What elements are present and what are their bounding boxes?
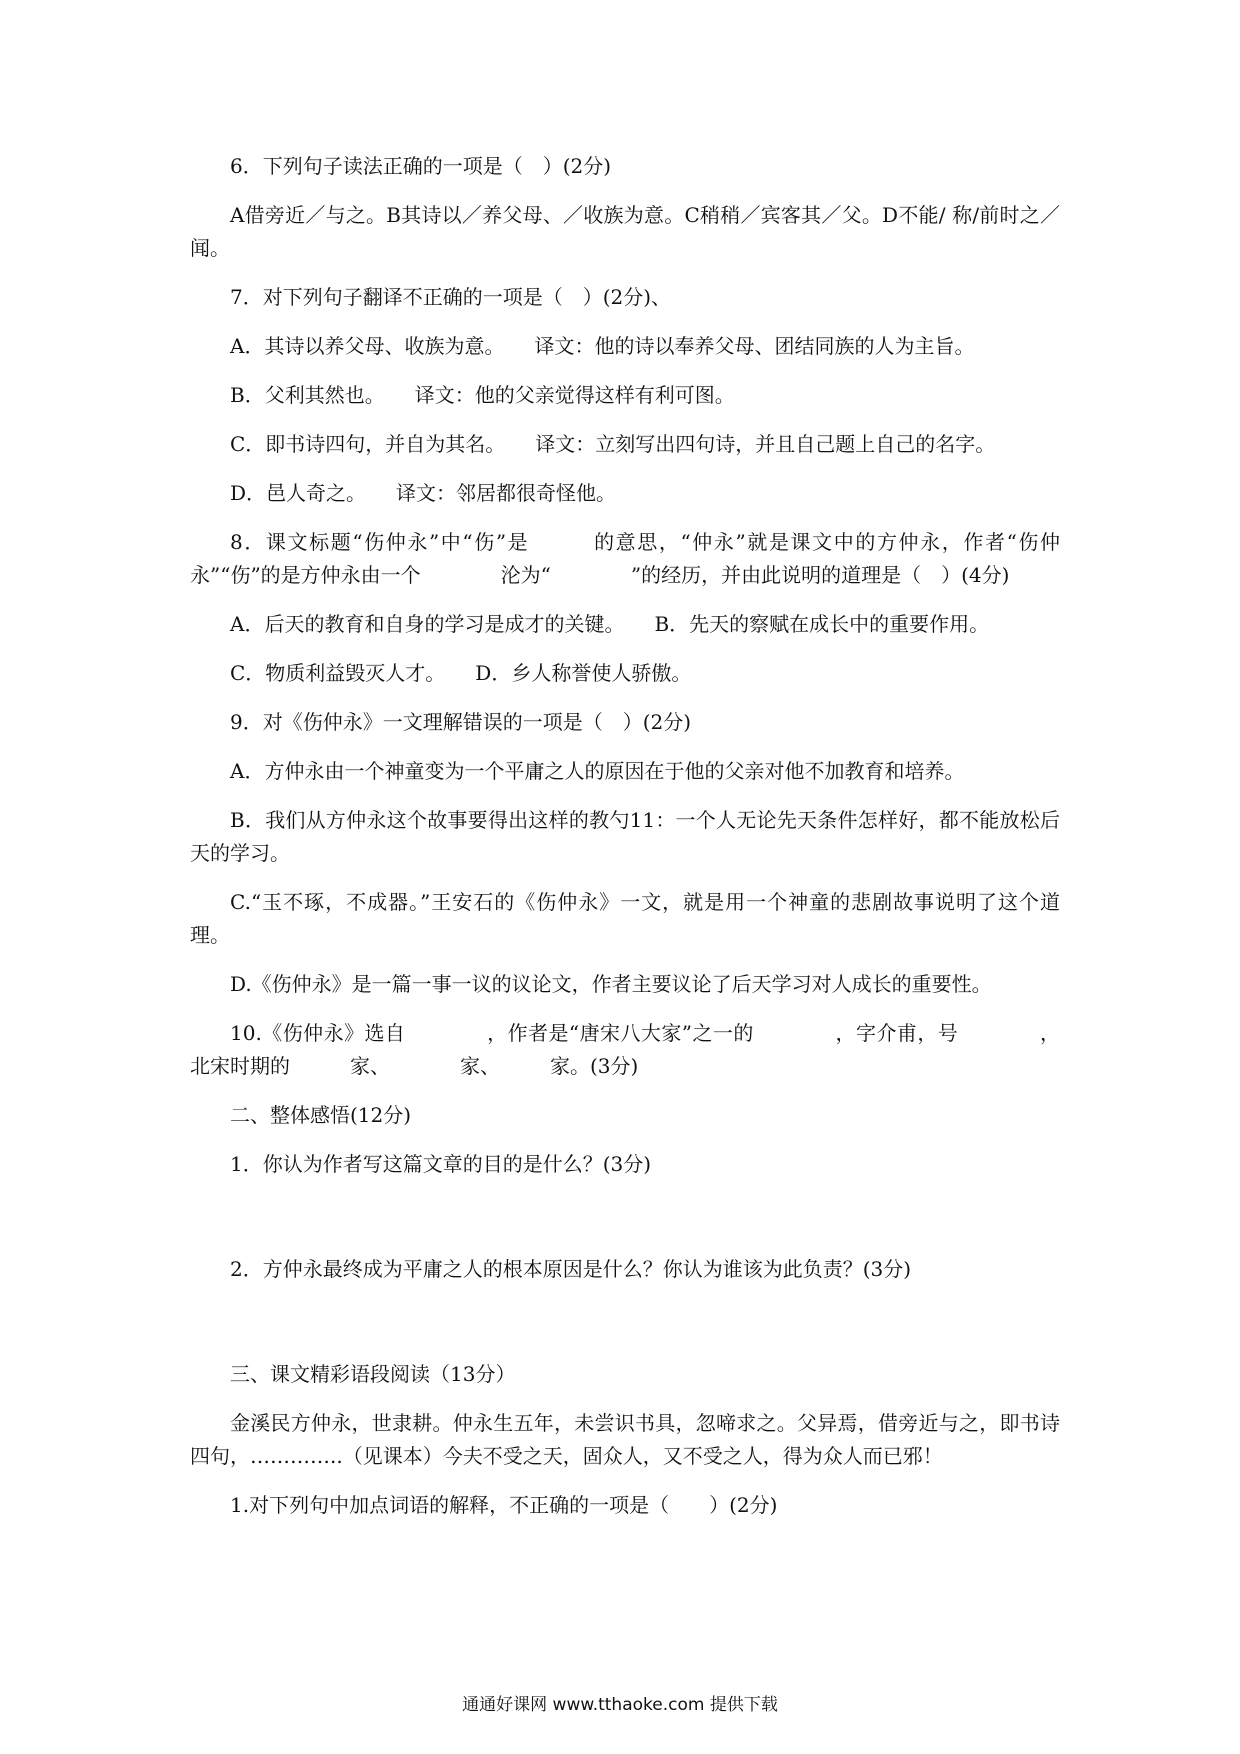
question-7-option-b: B．父利其然也。 译文：他的父亲觉得这样有利可图。	[230, 383, 735, 407]
question-9-option-b: B．我们从方仲永这个故事要得出这样的教勺11：一个人无论先天条件怎样好，都不能放松后天的学习。	[190, 808, 1060, 865]
section-3-question-1: 1.对下列句中加点词语的解释，不正确的一项是（ ）(2分)	[230, 1493, 778, 1517]
question-9-option-c: C.“玉不琢，不成器。”王安石的《伤仲永》一文，就是用一个神童的悲剧故事说明了这个道理。	[190, 890, 1060, 947]
question-7: 7．对下列句子翻译不正确的一项是（ ）(2分)、	[230, 285, 672, 309]
section-3-passage: 金溪民方仲永，世隶耕。仲永生五年，未尝识书具，忽啼求之。父异焉，借旁近与之，即书诗四句，…………..（见课本）今夫不受之天，固众人，又不受之人，得为众人而已邪！	[190, 1411, 1060, 1468]
question-7-option-a: A．其诗以养父母、收族为意。 译文：他的诗以奉养父母、团结同族的人为主旨。	[230, 334, 975, 358]
document-body	[190, 150, 1060, 1538]
section-2-question-1: 1．你认为作者写这篇文章的目的是什么？(3分)	[230, 1152, 652, 1176]
page-footer: 通通好课网 www.tthaoke.com 提供下载	[462, 1695, 778, 1715]
question-8: 8．课文标题“伤仲永”中“伤”是 的意思，“仲永”就是课文中的方仲永，作者“伤仲永”“伤”的是方仲永由一个 沦为“ ”的经历，并由此说明的道理是（ ）(4分)	[190, 530, 1060, 587]
question-9-option-d: D.《伤仲永》是一篇一事一议的议论文，作者主要议论了后天学习对人成长的重要性。	[230, 972, 992, 996]
question-8-options-cd: C．物质利益毁灭人才。 D．乡人称誉使人骄傲。	[230, 661, 692, 685]
question-9: 9．对《伤仲永》一文理解错误的一项是（ ）(2分)	[230, 710, 692, 734]
section-2-heading: 二、整体感悟(12分)	[230, 1103, 412, 1127]
question-6: 6．下列句子读法正确的一项是（ ）(2分)	[230, 154, 612, 178]
question-6-options: A借旁近／与之。B其诗以／养父母、／收族为意。C稍稍／宾客其／父。D不能/ 称/前时之／闻。	[190, 203, 1060, 260]
question-7-option-c: C．即书诗四句，并自为其名。 译文：立刻写出四句诗，并且自己题上自己的名字。	[230, 432, 996, 456]
question-10: 10.《伤仲永》选自 ，作者是“唐宋八大家”之一的 ，字介甫，号 ，北宋时期的 家、 家、 家。(3分)	[190, 1021, 1060, 1078]
question-8-options-ab: A．后天的教育和自身的学习是成才的关键。 B．先天的察赋在成长中的重要作用。	[230, 612, 990, 636]
question-7-option-d: D．邑人奇之。 译文：邻居都很奇怪他。	[230, 481, 617, 505]
section-3-heading: 三、课文精彩语段阅读（13分）	[230, 1362, 516, 1386]
section-2-question-2: 2．方仲永最终成为平庸之人的根本原因是什么？你认为谁该为此负责？(3分)	[230, 1257, 912, 1281]
question-9-option-a: A．方仲永由一个神童变为一个平庸之人的原因在于他的父亲对他不加教育和培养。	[230, 759, 965, 783]
